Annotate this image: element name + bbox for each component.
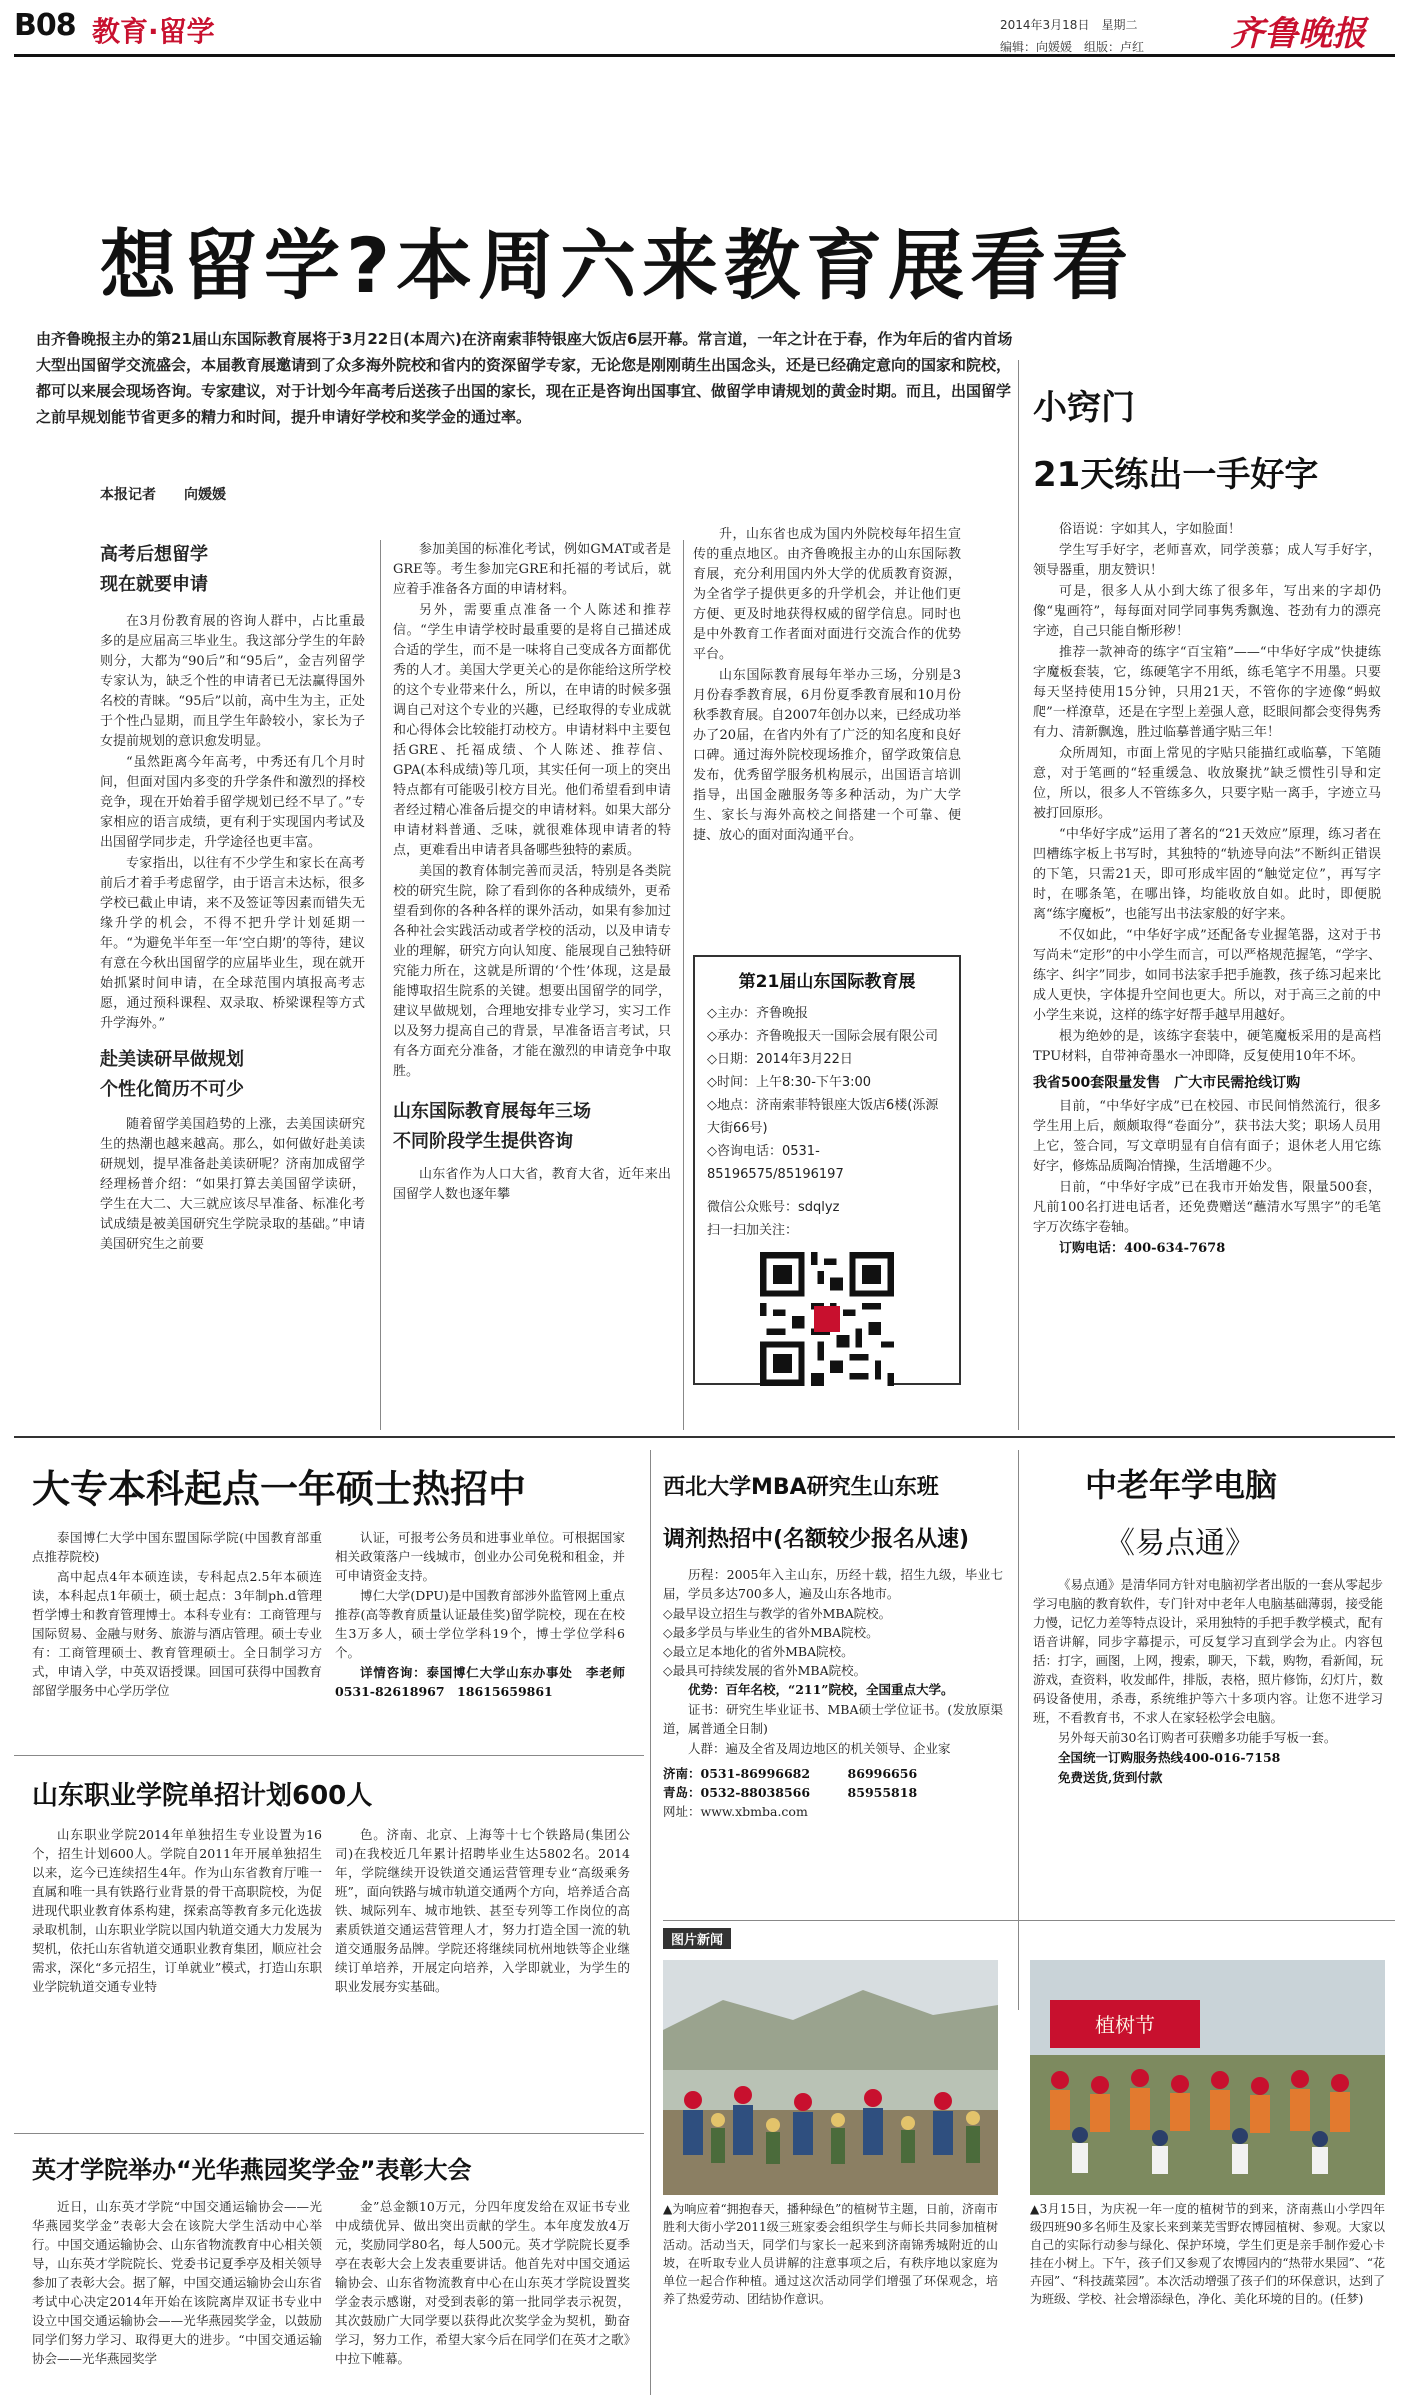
paragraph: 目前，“中华好字成”已在校园、市民间悄然流行，很多学生用上后，颇颇取得“卷面分”，获书法大奖；职场人员用上它，签合同，写文章明显有自信有面子；退休老人用它练好字，修炼品质陶冶情操，生活增趣不少。 <box>1033 1099 1381 1174</box>
column-divider <box>683 540 684 1430</box>
paragraph: 山东职业学院2014年单独招生专业设置为16个，招生计划600人。学院自2011年开展单独招生以来，迄今已连续招生4年。作为山东省教育厅唯一直属和唯一具有铁路行业背景的骨干高职院校，为促进现代职业教育体系构建，探索高等教育多元化选拔录取机制，山东职业学院以国内轨道交通大力发展为契机，依托山东省轨道交通职业教育集团，顺应社会需求，深化“多元招生，订单就业”模式，打造山东职业学院轨道交通专业特 <box>32 1827 322 1994</box>
col1-subhead1: 高考后想留学 <box>100 544 208 565</box>
paragraph: 另外每天前30名订购者可获赠多功能手写板一套。 <box>1058 1730 1337 1745</box>
xbu-body <box>663 1565 1003 1821</box>
order-phone: 订购电话：400-634-7678 <box>1059 1241 1226 1256</box>
info-line: ◇主办：齐鲁晚报 <box>707 1006 808 1021</box>
photo-caption-1: ▲为响应着“拥抱春天，播种绿色”的植树节主题，日前，济南市胜利大街小学2011级三班家委会组织学生与师长共同参加植树活动。活动当天，同学们与家长一起来到济南锦秀城附近的山坡，在听取专业人员讲解的注意事项之后，有秩序地以家庭为单位一起合作种植。通过这次活动同学们增强了环保观念，培养了热爱劳动、团结协作意识。 <box>663 2202 998 2306</box>
paragraph: 山东省作为人口大省，教育大省，近年来出国留学人数也逐年攀 <box>393 1167 671 1202</box>
paragraph: 近日，山东英才学院“中国交通运输协会——光华燕园奖学金”表彰大会在该院大学生活动中心举行。中国交通运输协会、山东省物流教育中心相关领导，山东英才学院院长、党委书记夏季亭及相关领导参加了表彰大会。据了解，中国交通运输协会山东省考试中心决定2014年开始在该院离岸双证书专业中设立中国交通运输协会——光华燕园奖学金，以鼓励同学们努力学习、取得更大的进步。“中国交通运输协会——光华燕园奖学 <box>32 2199 322 2366</box>
tree-planting-photo-1 <box>663 1960 998 2195</box>
info-line: ◇咨询电话：0531-85196575/85196197 <box>707 1144 844 1182</box>
column-divider <box>380 540 381 1430</box>
col2-body2 <box>393 1165 671 1206</box>
mba-col2 <box>335 1528 625 1702</box>
col3-body <box>693 525 961 847</box>
section-divider <box>14 2133 644 2134</box>
info-line: ◇日期：2014年3月22日 <box>707 1052 853 1067</box>
paragraph: 在3月份教育展的咨询人群中，占比重最多的是应届高三毕业生。我这部分学生的年龄则分，大都为“90后”和“95后”，金吉列留学专家认为，缺乏个性的申请者已无法赢得国外名校的青睐。“95后”以前，高中生为主，正处于个性凸显期，而且学生年龄较小，家长为子女提前规划的意识愈发明显。 <box>100 614 365 749</box>
vocational-col2 <box>335 1825 630 2125</box>
paragraph: 《易点通》是清华同方针对电脑初学者出版的一套从零起步学习电脑的教育软件，专门针对中老年人电脑基础薄弱，接受能力慢，记忆力差等特点设计，采用独特的手把手教学模式，配有语音讲解，同步字幕提示，可反复学习直到学会为止。内容包括：打字，画图，上网，搜索，聊天，下载，购物，看新闻，玩游戏，查资料，收发邮件，排版，表格，照片修饰，幻灯片，数码设备使用，杀毒，系统维护等六十多项内容。让您不进学习班，不看教育书，不求人在家轻松学会电脑。 <box>1033 1577 1383 1725</box>
section-name: 教育·留学 <box>92 15 215 48</box>
paragraph: 日前，“中华好字成”已在我市开始发售，限量500套，凡前100名打进电话者，还免费赠送“蘸清水写黑字”的毛笔字万次练字卷轴。 <box>1033 1180 1381 1235</box>
contact-line: 网址：www.xbmba.com <box>663 1804 808 1819</box>
computer-title: 中老年学电脑 <box>1085 1466 1278 1504</box>
english-headline: 英才学院举办“光华燕园奖学金”表彰大会 <box>32 2156 472 2184</box>
bullet-item: ◇最具可持续发展的省外MBA院校。 <box>663 1663 867 1678</box>
col1-body2 <box>100 1115 365 1256</box>
contact-line: 济南：0531-86996682 86996656 <box>663 1766 918 1781</box>
paragraph: “虽然距离今年高考，中秀还有几个月时间，但面对国内多变的升学条件和激烈的择校竞争，现在开始着手留学规划已经不早了。”专家相应的语言成绩，更有利于实现国内考试及出国留学同步走，升学途径也更丰富。 <box>100 755 365 850</box>
xbu-advantage: 优势：百年名校，“211”院校，全国重点大学。 <box>688 1682 954 1697</box>
main-headline: 想留学?本周六来教育展看看 <box>100 221 1135 310</box>
column-divider <box>1018 1450 1019 2010</box>
paragraph: 认证，可报考公务员和进事业单位。可根据国家相关政策落户一线城市，创业办公司免税和租金，并可申请资金支持。 <box>335 1530 625 1583</box>
wechat-line: 扫一扫加关注： <box>707 1223 799 1238</box>
header-rule <box>14 54 1395 57</box>
info-box-title: 第21届山东国际教育展 <box>738 972 916 992</box>
paragraph: 金”总金额10万元，分四年度发给在双证书专业中成绩优异、做出突出贡献的学生。本年度发放4万元，奖励同学80名，每人500元。英才学院院长夏季亭在表彰大会上发表重要讲话。他首先对中国交通运输协会、山东省物流教育中心在山东英才学院设置奖学金表示感谢，对受到表彰的第一批同学表示祝贺，其次鼓励广大同学要以获得此次奖学金为契机，勤奋学习，努力工作，希望大家今后在同学们在英才之歌》中拉下帷幕。 <box>335 2199 630 2366</box>
paragraph: 色。济南、北京、上海等十七个铁路局(集团公司)在我校近几年累计招聘毕业生达5802名。2014年，学院继续开设铁道交通运营管理专业“高级乘务班”，面向铁路与城市轨道交通两个方向，培养适合高铁、城际列车、城市地铁、甚至专列等工作岗位的高素质铁道交通运营管理人才，努力打造全国一流的轨道交通服务品牌。学院还将继续同杭州地铁等企业继续订单培养，开展定向培养，入学即就业，为学生的职业发展夯实基础。 <box>335 1827 630 1994</box>
mba-col1 <box>32 1528 322 1701</box>
main-col3 <box>693 525 961 847</box>
xbu-cert: 证书：研究生毕业证书、MBA硕士学位证书。(发放原渠道，属普通全日制) <box>663 1702 1003 1736</box>
section-divider <box>14 1436 1395 1438</box>
paragraph: 泰国博仁大学中国东盟国际学院(中国教育部重点推荐院校) <box>32 1530 322 1564</box>
column-divider <box>650 1450 651 2395</box>
vocational-col1 <box>32 1825 322 2125</box>
main-lead: 由齐鲁晚报主办的第21届山东国际教育展将于3月22日(本周六)在济南索菲特银座大饭店6层开幕。常言道，一年之计在于春，作为年后的省内首场大型出国留学交流盛会，本届教育展邀请到了众多海外院校和省内的资深留学专家，无论您是刚刚萌生出国念头，还是已经确定意向的国家和院校，都可以来展会现场咨询。专家建议，对于计划今年高考后送孩子出国的家长，现在正是咨询出国事宜、做留学申请规划的黄金时期。而且，出国留学之前早规划能节省更多的精力和时间，提升申请好学校和奖学金的通过率。 <box>36 330 1013 426</box>
col1-subhead3: 赴美读研早做规划 <box>100 1049 244 1070</box>
bullet-item: ◇最多学员与毕业生的省外MBA院校。 <box>663 1625 879 1640</box>
paragraph: 众所周知，市面上常见的字贴只能描红或临摹，下笔随意，对于笔画的“轻重缓急、收放聚扰”缺乏惯性引导和定位，所以，很多人不管练多久，只要字贴一离手，字迹立马被打回原形。 <box>1033 746 1381 821</box>
paragraph: 另外，需要重点准备一个人陈述和推荐信。“学生申请学校时最重要的是将自己描述成合适的学生，而不是一味将自己变成各方面都优秀的人才。美国大学更关心的是你能给这所学校的这个专业带来什么，所以，在申请的时候多强调自己对这个专业的兴趣，已经取得的专业成就和心得体会比较能打动校方。申请材料中主要包括GRE、托福成绩、个人陈述、推荐信、GPA(本科成绩)等几项，其实任何一项上的突出特点都有可能吸引校方目光。他们希望看到申请者经过精心准备后提交的申请材料。如果大部分申请材料普通、乏味，就很难体现申请者的特点，更难看出申请者具备哪些独特的素质。 <box>393 603 671 858</box>
col2-subhead: 山东国际教育展每年三场 <box>393 1101 591 1122</box>
expo-info-box <box>693 955 961 1385</box>
info-line: ◇时间：上午8:30-下午3:00 <box>707 1075 872 1090</box>
photo-news-label: 图片新闻 <box>663 1928 731 1949</box>
paragraph: 推荐一款神奇的练字“百宝箱”——“中华好字成”快捷练字魔板套装，它，练硬笔字不用纸，练毛笔字不用墨。只要每天坚持使用15分钟，只用21天，不管你的字迹像“蚂蚁爬”一样潦草，还是在字型上差强人意，眨眼间都会变得隽秀有力、清新飘逸，胜过临摹普通字贴三年！ <box>1033 645 1381 740</box>
computer-order: 全国统一订购服务热线400-016-7158 <box>1058 1750 1281 1765</box>
calligraphy-subtitle: 21天练出一手好字 <box>1033 455 1319 495</box>
paragraph: 可是，很多人从小到大练了很多年，写出来的字却仍像“鬼画符”，每每面对同学同事隽秀飘逸、苍劲有力的漂亮字迹，自己只能自惭形秽！ <box>1033 584 1381 639</box>
main-col1 <box>100 540 365 1256</box>
bullet-item: ◇最早设立招生与教学的省外MBA院校。 <box>663 1606 892 1621</box>
section-divider <box>14 1755 644 1756</box>
main-byline: 本报记者 向媛媛 <box>100 487 226 503</box>
xbu-audience: 人群：遍及全省及周边地区的机关领导、企业家 <box>688 1741 951 1756</box>
paragraph: 美国的教育体制完善而灵活，特别是各类院校的研究生院，除了看到你的各种成绩外，更希望看到你的各种各样的课外活动，如果有参加过各种社会实践活动或者学校的活动，以及申请专业的理解，研究方向认知度、能展现自己独特研究能力所在，这就是所谓的‘个性’体现，这是最能博取招生院系的关键。想要出国留学的同学，建议早做规划，合理地安排专业学习，实习工作以及努力提高自己的背景，早准备语言考试，只有各方面充分准备，才能在激烈的申请竞争中取胜。 <box>393 864 671 1079</box>
mba-headline: 大专本科起点一年硕士热招中 <box>32 1467 527 1511</box>
paragraph: 专家指出，以往有不少学生和家长在高考前后才着手考虑留学，由于语言未达标，很多学校已截止申请，来不及签证等因素而错失无缘升学的机会，不得不把升学计划延期一年。“为避免半年至一年‘空白期’的等待，建议有意在今秋出国留学的应届毕业生，现在就开始抓紧时间申请，在全球范围内填报高考志愿，通过预科课程、双录取、桥梁课程等方式升学海外。” <box>100 856 365 1031</box>
mba-contact: 详情咨询：泰国博仁大学山东办事处 李老师0531-82618967 18615659861 <box>335 1665 625 1699</box>
photo-caption-2: ▲3月15日，为庆祝一年一度的植树节的到来，济南燕山小学四年级四班90多名师生及家长来到莱芜雪野农博园植树、参观。大家以自己的实际行动参与绿化、保护环境，学生们更是亲手制作爱心卡挂在小树上。下午，孩子们又参观了农博园内的“热带水果园”、“花卉园”、“科技蔬菜园”。本次活动增强了孩子们的环保意识，达到了为班级、学校、社会增添绿色，净化、美化环境的目的。(任梦) <box>1030 2202 1385 2306</box>
banner-text: 植树节 <box>1095 2013 1155 2037</box>
calligraphy-subhead: 我省500套限量发售 广大市民需抢线订购 <box>1033 1075 1301 1091</box>
english-col2 <box>335 2197 630 2397</box>
qr-code-icon[interactable] <box>760 1252 894 1386</box>
calligraphy-title: 小窍门 <box>1033 388 1135 428</box>
xbu-title: 西北大学MBA研究生山东班 <box>663 1475 939 1500</box>
info-line: ◇承办：齐鲁晚报天一国际会展有限公司 <box>707 1029 938 1044</box>
xbu-contacts <box>663 1764 1003 1821</box>
tree-planting-photo-2 <box>1030 1960 1385 2195</box>
paragraph: 高中起点4年本硕连读，专科起点2.5年本硕连读，本科起点1年硕士，硕士起点：3年制ph.d管理哲学博士和教育管理博士。本科专业有：工商管理与国际贸易、金融与财务、旅游与酒店管理。硕士专业有：工商管理硕士、教育管理硕士。全日制学习方式，申请入学，中英双语授课。回国可获得中国教育部留学服务中心学历学位 <box>32 1569 322 1698</box>
calligraphy-body <box>1033 520 1381 1260</box>
english-col1 <box>32 2197 322 2397</box>
paragraph: 学生写手好字，老师喜欢，同学羡慕；成人写手好字，领导器重，朋友赞识！ <box>1033 543 1381 578</box>
paragraph: 山东国际教育展每年举办三场，分别是3月份春季教育展，6月份夏季教育展和10月份秋季教育展。自2007年创办以来，已经成功举办了20届，在省内外有了广泛的知名度和良好口碑。通过海外院校现场推介，留学政策信息发布，优秀留学服务机构展示，出国语言培训指导，出国金融服务等多种活动，为广大学生、家长与海外高校之间搭建一个可靠、便捷、放心的面对面沟通平台。 <box>693 668 961 843</box>
computer-subtitle: 《易点通》 <box>1105 1526 1255 1561</box>
computer-delivery: 免费送货,货到付款 <box>1058 1770 1163 1785</box>
column-divider <box>1018 360 1019 1430</box>
editor-line: 编辑：向媛媛 组版：卢红 <box>1000 40 1145 54</box>
page-number: B08 <box>14 8 76 43</box>
paragraph: 根为绝妙的是，该练字套装中，硬笔魔板采用的是高档TPU材料，自带神奇墨水一冲即降，反复使用10年不坏。 <box>1033 1029 1381 1064</box>
xbu-subtitle: 调剂热招中(名额较少报名从速) <box>663 1527 970 1552</box>
paragraph: 历程：2005年入主山东，历经十载，招生九级，毕业七届，学员多达700多人，遍及山东各地市。 <box>663 1567 1003 1601</box>
col2-subhead2: 不同阶段学生提供咨询 <box>393 1131 573 1152</box>
col2-body <box>393 540 671 1083</box>
header-meta <box>1000 14 1240 58</box>
vocational-headline: 山东职业学院单招计划600人 <box>32 1781 373 1811</box>
info-line: ◇地点：济南索菲特银座大饭店6楼(泺源大街66号) <box>707 1098 939 1136</box>
bullet-item: ◇最立足本地化的省外MBA院校。 <box>663 1644 854 1659</box>
paragraph: 升，山东省也成为国内外院校每年招生宣传的重点地区。由齐鲁晚报主办的山东国际教育展，充分利用国内外大学的优质教育资源，为全省学子提供更多的升学机会，并让他们更方便、更及时地获得权威的留学信息。同时也是中外教育工作者面对面进行交流合作的优势平台。 <box>693 527 961 662</box>
col1-subhead4: 个性化简历不可少 <box>100 1079 244 1100</box>
paragraph: 参加美国的标准化考试，例如GMAT或者是GRE等。考生参加完GRE和托福的考试后，就应着手准备各方面的申请材料。 <box>393 542 671 597</box>
date-line: 2014年3月18日 星期二 <box>1000 18 1138 32</box>
paragraph: 不仅如此，“中华好字成”还配备专业握笔器，这对于书写尚未“定形”的中小学生而言，可以严格规范握笔，“学字、练字、纠字”同步，如同书法家手把手施教，孩子练习起来比成人更快，字体提升空间也更大。所以，对于高三之前的中小学生来说，这样的练字好帮手越早用越好。 <box>1033 928 1381 1023</box>
paper-logo: 齐鲁晚报 <box>1230 14 1366 54</box>
contact-line: 青岛：0532-88038566 85955818 <box>663 1785 918 1800</box>
paragraph: 博仁大学(DPU)是中国教育部涉外监管网上重点推荐(高等教育质量认证最佳奖)留学院校，现在在校生3万多人，硕士学位学科19个，博士学位学科6个。 <box>335 1588 625 1660</box>
paragraph: 随着留学美国趋势的上涨，去美国读研究生的热潮也越来越高。那么，如何做好赴美读研规划，提早准备赴美读研呢？济南加成留学经理杨普介绍：“如果打算去美国留学读研，学生在大二、大三就应该尽早准备、标准化考试成绩是被美国研究生学院录取的基础。”申请美国研究生之前要 <box>100 1117 365 1252</box>
section-divider <box>663 1920 1395 1921</box>
computer-body <box>1033 1575 1383 1788</box>
col1-subhead2: 现在就要申请 <box>100 574 208 595</box>
wechat-line: 微信公众账号：sdqlyz <box>707 1200 840 1215</box>
col1-body <box>100 612 365 1035</box>
main-col2 <box>393 540 671 1206</box>
paragraph: 俗语说：字如其人，字如脸面！ <box>1059 522 1242 537</box>
paragraph: “中华好字成”运用了著名的“21天效应”原理，练习者在凹槽练字板上书写时，其独特的“轨迹导向法”不断纠正错误的下笔，只需21天，即可形成牢固的“触觉定位”，再写字时，在哪条笔，在哪出锋，均能收放自如。此时，即便脱离“练字魔板”，也能写出书法家般的好字来。 <box>1033 827 1381 922</box>
